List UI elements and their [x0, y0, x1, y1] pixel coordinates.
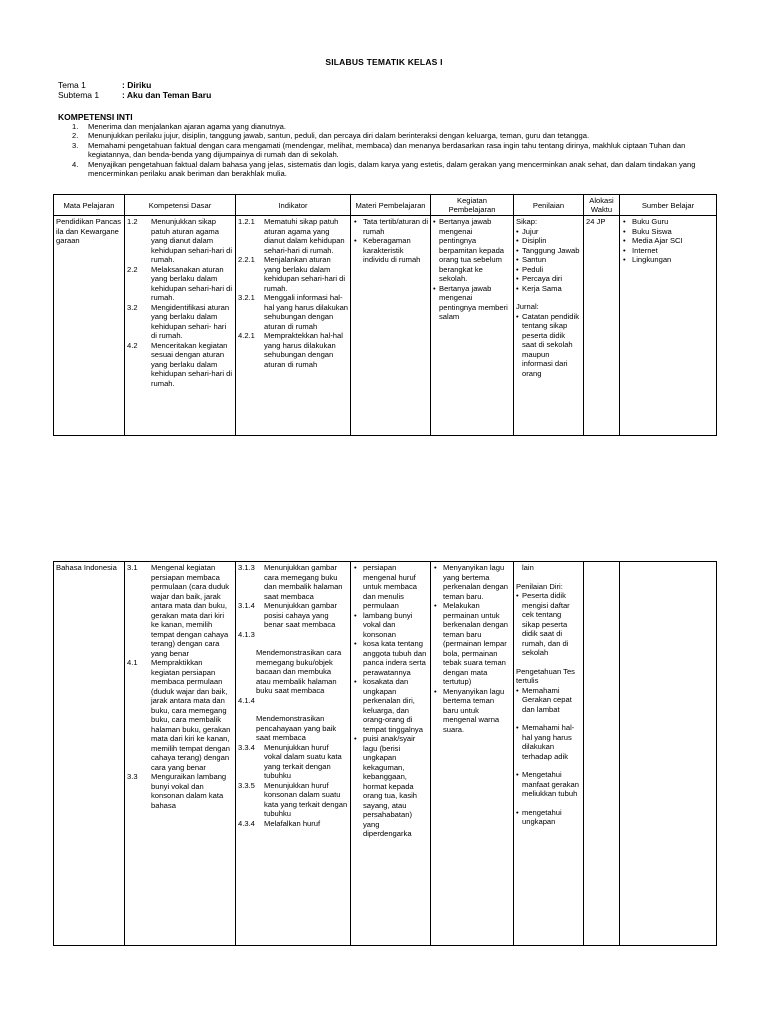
table-header-row	[54, 195, 717, 216]
cell-indikator: 1.2.1 Mematuhi sikap patuh aturan agama yang dianut dalam kehidupan sehari-hari di rumah. 2.2.1 Menjalankan aturan yang berlaku dalam kehidupan sehari-hari di rumah. 3.2.1 Menggali informasi hal-hal yang harus dilakukan sehubungan dengan aturan di rumah 4.2.1 Mempraktekkan hal-hal yang harus dilakukan sehubungan dengan aturan di rumah	[236, 216, 351, 436]
cell-penilaian: Sikap: • Jujur • Disiplin • Tanggung Jawab • Santun • Peduli • Percaya diri • Kerja Sama Jurnal: • Catatan pendidik tentang sikap peserta didik saat di sekolah maupun informasi dari orang	[514, 216, 584, 436]
tema-label: Tema 1	[58, 80, 86, 90]
header-sumber: Sumber Belajar	[620, 195, 717, 216]
cell-penilaian: lain Penilaian Diri: • Peserta didik mengisi daftar cek tentang sikap peserta didik saat di rumah, dan di sekolah Pengetahuan Tes tertulis • Memahami Gerakan cepat dan lambat • Memahami hal-hal yang harus dilakukan terhadap adik • Mengetahui manfaat gerakan meliukkan tubuh • mengetahui ungkapan	[514, 562, 584, 946]
cell-kd: 1.2 Menunjukkan sikap patuh aturan agama yang dianut dalam kehidupan sehari-hari di rumah. 2.2 Melaksanakan aturan yang berlaku dalam kehidupan sehari-hari di rumah. 3.2 Mengidentifikasi aturan yang berlaku dalam kehidupan sehari- hari di rumah. 4.2 Menceritakan kegiatan sesuai dengan aturan yang berlaku dalam kehidupan sehari-hari di rumah.	[125, 216, 236, 436]
subtema-value: : Aku dan Teman Baru	[122, 90, 212, 100]
header-alokasi: Alokasi Waktu	[584, 195, 620, 216]
table-row	[54, 216, 717, 436]
ki-item: 4. Menyajikan pengetahuan faktual dalam bahasa yang jelas, sistematis dan logis, dalam karya yang estetis, dalam gerakan yang mencerminkan anak sehat, dan dalam tindakan yang mencerminkan perilaku anak beriman dan berakhlak mulia.	[72, 159, 696, 179]
kompetensi-inti-list	[60, 122, 720, 178]
silabus-table-1	[53, 194, 717, 436]
header-kd: Kompetensi Dasar	[125, 195, 236, 216]
kompetensi-inti-heading: KOMPETENSI INTI	[58, 112, 133, 122]
cell-materi: • persiapan mengenal huruf untuk membaca dan menulis permulaan • lambang bunyi vokal dan konsonan • kosa kata tentang anggota tubuh dan panca indera serta perawatannya • kosakata dan ungkapan perkenalan diri, keluarga, dan orang-orang di tempat tinggalnya • puisi anak/syair lagu (berisi ungkapan kekaguman, kebanggaan, hormat kepada orang tua, kasih sayang, atau persahabatan) yang diperdengarka	[351, 562, 431, 946]
subtema-label: Subtema 1	[58, 90, 100, 100]
cell-kegiatan: • Menyanyikan lagu yang bertema perkenalan dengan teman baru. • Melakukan permainan untuk berkenalan dengan teman baru (permainan lempar bola, permainan tebak suara teman dengan mata tertutup) • Menyanyikan lagu bertema teman baru untuk mengenal warna suara.	[431, 562, 514, 946]
tema-row	[58, 80, 358, 90]
cell-indikator: 3.1.3 Menunjukkan gambar cara memegang buku dan membalik halaman saat membaca 3.1.4 Menunjukkan gambar posisi cahaya yang benar saat membaca 4.1.3 Mendemonstrasikan cara memegang buku/objek bacaan dan membuka atau membalik halaman buku saat membaca 4.1.4 Mendemonstrasikan pencahayaan yang baik saat membaca 3.3.4 Menunjukkan huruf vokal dalam suatu kata yang terkait dengan tubuhku 3.3.5 Menunjukkan huruf konsonan dalam suatu kata yang terkait dengan tubuhku 4.3.4 Melafalkan huruf	[236, 562, 351, 946]
cell-alokasi	[584, 562, 620, 946]
header-penilaian: Penilaian	[514, 195, 584, 216]
ki-item: 1. Menerima dan menjalankan ajaran agama yang dianutnya.	[72, 122, 286, 131]
header-indikator: Indikator	[236, 195, 351, 216]
cell-sumber: • Buku Guru • Buku Siswa • Media Ajar SCI • Internet • Lingkungan	[620, 216, 717, 436]
subtema-row	[58, 90, 358, 100]
silabus-table-2	[53, 561, 717, 946]
header-materi: Materi Pembelajaran	[351, 195, 431, 216]
cell-materi: • Tata tertib/aturan di rumah • Keberagaman karakteristik individu di rumah	[351, 216, 431, 436]
cell-mapel: Bahasa Indonesia	[54, 562, 125, 946]
cell-kegiatan: • Bertanya jawab mengenai pentingnya berpamitan kepada orang tua sebelum berangkat ke sekolah. • Bertanya jawab mengenai pentingnya memberi salam	[431, 216, 514, 436]
ki-item: 3. Memahami pengetahuan faktual dengan cara mengamati (mendengar, melihat, membaca) dan menanya berdasarkan rasa ingin tahu tentang dirinya, makhluk ciptaan Tuhan dan kegiatannya, dan benda-benda yang dijumpainya di rumah dan di sekolah.	[72, 140, 686, 160]
ki-item: 2. Menunjukkan perilaku jujur, disiplin, tanggung jawab, santun, peduli, dan percaya diri dalam berinteraksi dengan keluarga, teman, guru dan tetangga.	[72, 131, 590, 141]
cell-mapel: Pendidikan Pancasila dan Kewarganegaraan	[54, 216, 125, 436]
cell-kd: 3.1 Mengenal kegiatan persiapan membaca permulaan (cara duduk wajar dan baik, jarak antara mata dan buku, gerakan mata dari kiri ke kanan, memilih tempat dengan cahaya terang) dengan cara yang benar 4.1 Mempraktikkan kegiatan persiapan membaca permulaan (duduk wajar dan baik, jarak antara mata dan buku, cara memegang buku, cara membalik halaman buku, gerakan mata dari kiri ke kanan, memilih tempat dengan cahaya terang) dengan cara yang benar 3.3 Menguraikan lambang bunyi vokal dan konsonan dalam kata bahasa	[125, 562, 236, 946]
cell-sumber	[620, 562, 717, 946]
cell-alokasi: 24 JP	[584, 216, 620, 436]
header-kegiatan: Kegiatan Pembelajaran	[431, 195, 514, 216]
header-mapel: Mata Pelajaran	[54, 195, 125, 216]
table-row	[54, 562, 717, 946]
tema-value: : Diriku	[122, 80, 152, 90]
page-title: SILABUS TEMATIK KELAS I	[325, 57, 443, 67]
